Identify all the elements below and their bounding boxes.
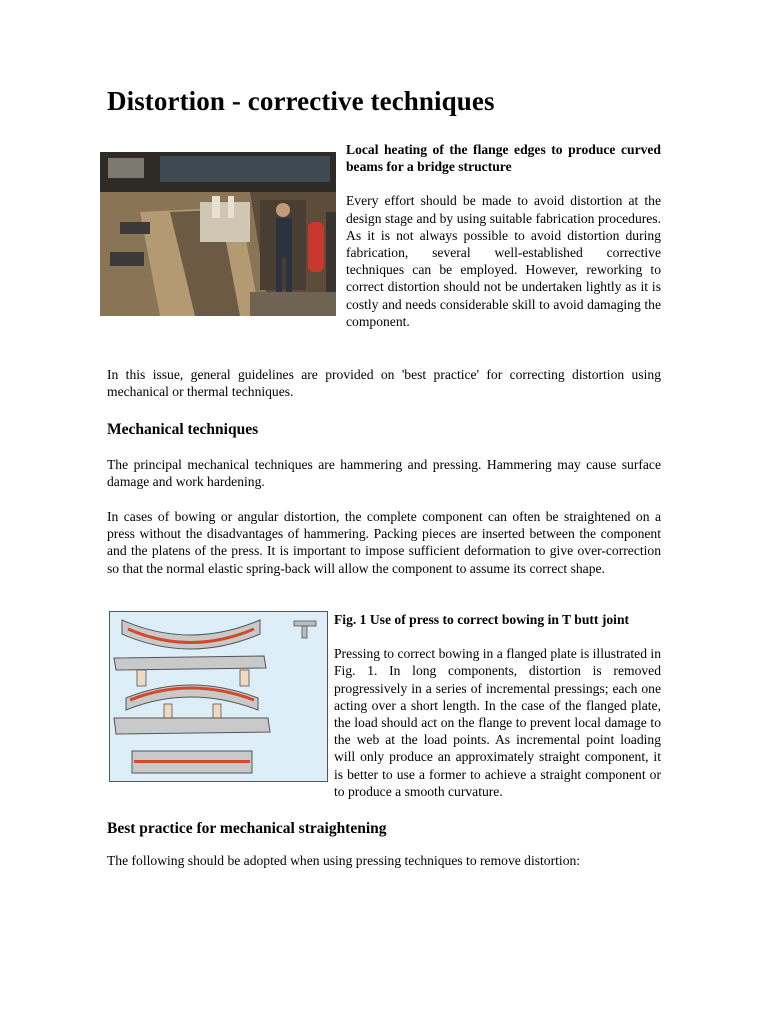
page-title: Distortion - corrective techniques [107,86,495,116]
intro-section [107,141,661,330]
mechanical-paragraph-2: In cases of bowing or angular distortion, the complete component can often be straightened on a press without the disadvantages of hammering. Packing pieces are inserted between the component and the platens of the press. It is important to impose sufficient deformation to give over-correction so that the normal elastic spring-back will allow the component to assume its correct shape. [107,509,661,576]
intro-paragraph: Every effort should be made to avoid distortion at the design stage and by using suitable fabrication procedures. As it is not always possible to avoid distortion during fabrication, several well-established corrective techniques can be employed. However, reworking to correct distortion should not be undertaken lightly as it is costly and needs considerable skill to avoid damaging the component. [346,193,661,329]
bridge-beam-photo [100,152,336,316]
workshop-photo-illustration [100,152,336,316]
best-practice-heading: Best practice for mechanical straightening [107,820,387,837]
press-bowing-diagram [110,612,327,781]
photo-caption: Local heating of the flange edges to produce curved beams for a bridge structure [346,142,661,175]
guidelines-paragraph: In this issue, general guidelines are provided on 'best practice' for correcting distortion using mechanical or thermal techniques. [107,367,661,400]
figure-1-section [107,611,661,800]
figure-1-diagram [109,611,328,782]
figure-1-caption: Fig. 1 Use of press to correct bowing in T butt joint [334,612,630,627]
mechanical-heading: Mechanical techniques [107,421,259,438]
mechanical-paragraph-1: The principal mechanical techniques are hammering and pressing. Hammering may cause surface damage and work hardening. [107,457,661,490]
best-practice-paragraph: The following should be adopted when using pressing techniques to remove distortion: [107,853,581,868]
figure-1-paragraph: Pressing to correct bowing in a flanged plate is illustrated in Fig. 1. In long components, distortion is removed progressively in a series of incremental pressings; each one acting over a short length. In the case of the flanged plate, the load should act on the flange to prevent local damage to the web at the load points. As incremental point loading will only produce an approximately straight component, it is better to use a former to achieve a straight component or to produce a smooth curvature. [334,646,661,799]
